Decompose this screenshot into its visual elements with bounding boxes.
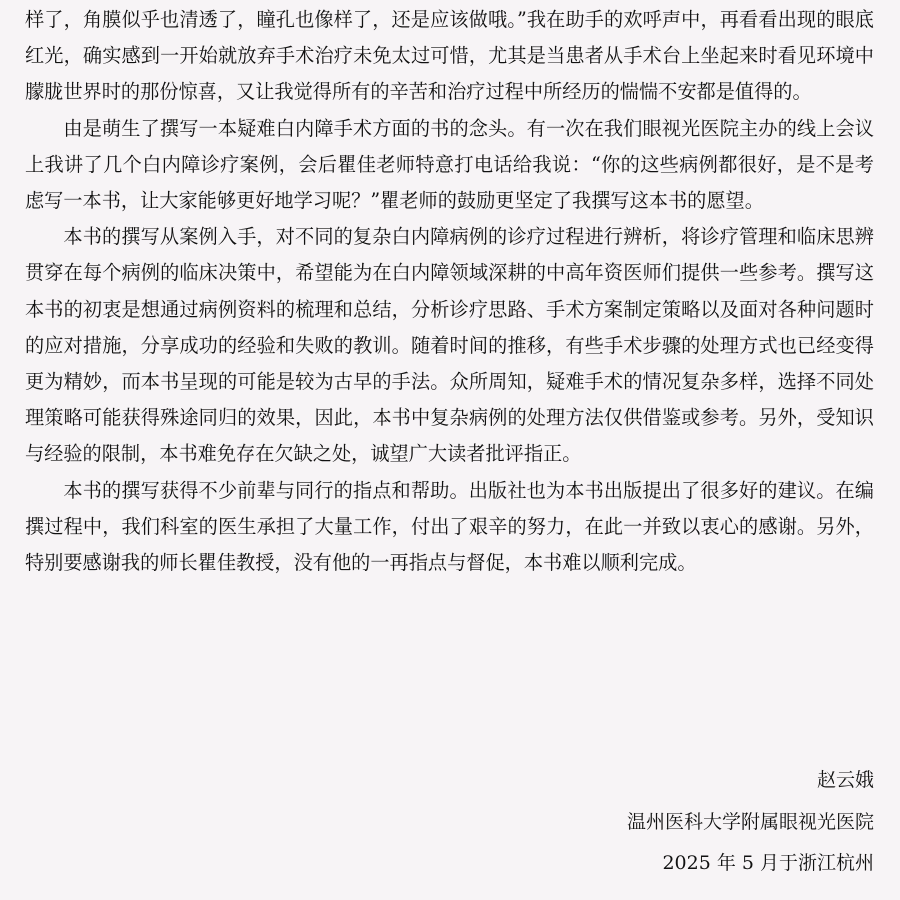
preface-body: [25, 2, 874, 581]
paragraph-3: 本书的撰写从案例入手，对不同的复杂白内障病例的诊疗过程进行辨析，将诊疗管理和临床思辨贯穿在每个病例的临床决策中，希望能为在白内障领域深耕的中高年资医师们提供一些参考。撰写这本书的初衷是想通过病例资料的梳理和总结，分析诊疗思路、手术方案制定策略以及面对各种问题时的应对措施，分享成功的经验和失败的教训。随着时间的推移，有些手术步骤的处理方式也已经变得更为精妙，而本书呈现的可能是较为古早的手法。众所周知，疑难手术的情况复杂多样，选择不同处理策略可能获得殊途同归的效果，因此，本书中复杂病例的处理方法仅供借鉴或参考。另外，受知识与经验的限制，本书难免存在欠缺之处，诚望广大读者批评指正。: [25, 225, 874, 466]
paragraph-2: 由是萌生了撰写一本疑难白内障手术方面的书的念头。有一次在我们眼视光医院主办的线上会议上我讲了几个白内障诊疗案例，会后瞿佳老师特意打电话给我说：“你的这些病例都很好，是不是考虑写一本书，让大家能够更好地学习呢？”瞿老师的鼓励更坚定了我撰写这本书的愿望。: [25, 116, 874, 213]
date-and-place: 2025 年 5 月于浙江杭州: [662, 852, 874, 874]
author-name: 赵云娥: [816, 769, 874, 791]
author-institution: 温州医科大学附属眼视光医院: [626, 810, 874, 833]
paragraph-1: 样了，角膜似乎也清透了，瞳孔也像样了，还是应该做哦。”我在助手的欢呼声中，再看看出现的眼底红光，确实感到一开始就放弃手术治疗未免太过可惜，尤其是当患者从手术台上坐起来时看见环境中朦胧世界时的那份惊喜，又让我觉得所有的辛苦和治疗过程中所经历的惴惴不安都是值得的。: [25, 8, 874, 104]
paragraph-4: 本书的撰写获得不少前辈与同行的指点和帮助。出版社也为本书出版提出了很多好的建议。在编撰过程中，我们科室的医生承担了大量工作，付出了艰辛的努力，在此一并致以衷心的感谢。另外，特别要感谢我的师长瞿佳教授，没有他的一再指点与督促，本书难以顺利完成。: [25, 478, 874, 575]
signature-block: [627, 760, 874, 885]
